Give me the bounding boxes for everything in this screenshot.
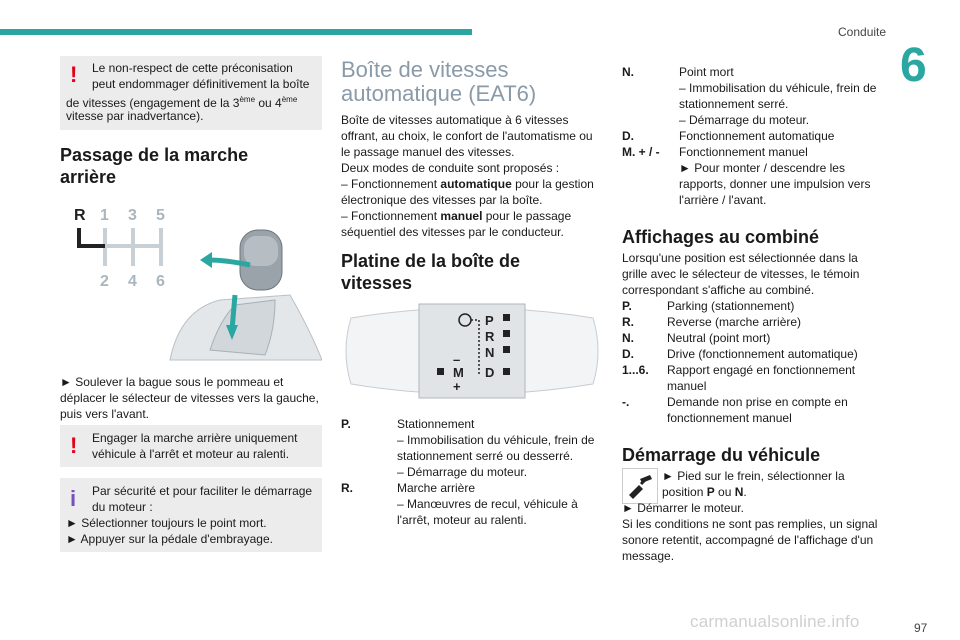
gear-label-5: 5 <box>156 207 165 224</box>
chapter-number: 6 <box>900 39 927 92</box>
eat6-title: Boîte de vitesses automatique (EAT6) <box>341 57 537 106</box>
reverse-title: Passage de la marche arrière <box>60 145 249 187</box>
definition-row: N. Neutral (point mort) <box>622 331 771 345</box>
warning-text-line: peut endommager définitivement la boîte <box>92 77 310 91</box>
selector-label-n: N <box>485 345 495 360</box>
selector-label-r: R <box>485 329 495 344</box>
display-title: Affichages au combiné <box>622 227 820 247</box>
eat6-intro: Boîte de vitesses automatique à 6 vitesses offrant, au choix, le confort de l'automatisme ou le passage manuel des vitesses. Deux modes de conduite sont proposés : – Fonctionnement automatique pour la gestion électronique des vitesses par la boîte. – Fonctionnement manuel pour le passage séquentiel des vitesses par le conducteur. <box>341 113 594 239</box>
info-text-line: ► Appuyer sur la pédale d'embrayage. <box>66 532 273 546</box>
platine-title: Platine de la boîte de vitesses <box>341 251 521 293</box>
gear-label-2: 2 <box>100 273 109 290</box>
gear-label-1: 1 <box>100 207 109 224</box>
section-title: Conduite <box>838 25 887 39</box>
definition-row: P. Parking (stationnement) <box>622 299 795 313</box>
warning-text-line: Le non-respect de cette préconisation <box>92 61 293 75</box>
definition-row: R. Marche arrière – Manœuvres de recul, véhicule à l'arrêt, moteur au ralenti. <box>341 481 578 527</box>
gear-label-4: 4 <box>128 273 137 290</box>
display-definitions <box>622 298 884 426</box>
definition-row: N. Point mort – Immobilisation du véhicule, frein de stationnement serré. – Démarrage du moteur. <box>622 65 877 127</box>
info-box-safety <box>60 478 322 552</box>
warning-text-line: Engager la marche arrière uniquement <box>92 431 298 445</box>
start-instruction-1: ► Pied sur le frein, sélectionner la position P ou N. <box>662 469 845 499</box>
info-text-line: Par sécurité et pour faciliter le démarrage <box>92 484 313 498</box>
definition-row: D. Drive (fonctionnement automatique) <box>622 347 858 361</box>
warning-text-line: vitesse par inadvertance). <box>66 109 204 123</box>
reverse-instruction: ► Soulever la bague sous le pommeau et déplacer le sélecteur de vitesses vers la gauche, puis vers l'avant. <box>60 375 319 421</box>
warning-icon: ! <box>70 433 78 458</box>
warning-text-line: véhicule à l'arrêt et moteur au ralenti. <box>92 447 290 461</box>
start-instruction-rest: ► Démarrer le moteur. Si les conditions ne sont pas remplies, un signal sonore retentit, accompagné de l'affichage d'un message. <box>622 501 878 563</box>
definition-row: M. + / - Fonctionnement manuel ► Pour monter / descendre les rapports, donner une impulsion vers l'arrière / l'avant. <box>622 145 871 207</box>
selector-label-m: M <box>453 365 464 380</box>
gear-label-6: 6 <box>156 273 165 290</box>
info-icon: i <box>70 486 77 511</box>
selector-definitions-continued <box>622 64 884 208</box>
selector-label-minus: – <box>453 352 461 367</box>
definition-row: D. Fonctionnement automatique <box>622 129 835 143</box>
info-text-line: ► Sélectionner toujours le point mort. <box>66 516 267 530</box>
manual-gear-diagram <box>60 200 322 370</box>
gear-label-r: R <box>74 207 86 224</box>
header-accent-bar <box>0 29 472 35</box>
selector-label-p: P <box>485 313 494 328</box>
brake-pedal-icon <box>622 468 658 504</box>
display-intro: Lorsqu'une position est sélectionnée dans la grille avec le sélecteur de vitesses, le témoin correspondant s'affiche au combiné. <box>622 251 860 297</box>
definition-row: -. Demande non prise en compte en fonctionnement manuel <box>622 395 848 425</box>
gear-label-3: 3 <box>128 207 137 224</box>
warning-box-reverse <box>60 425 322 467</box>
watermark: carmanualsonline.info <box>690 612 860 631</box>
warning-box-gearbox <box>60 56 322 130</box>
warning-icon: ! <box>70 62 78 87</box>
page-number: 97 <box>914 621 928 635</box>
warning-text-line: de vitesses (engagement de la 3ème ou 4ème <box>66 95 298 110</box>
definition-row: P. Stationnement – Immobilisation du véhicule, frein de stationnement serré ou desserré. – Démarrage du moteur. <box>341 417 595 479</box>
definition-row: 1...6. Rapport engagé en fonctionnement manuel <box>622 363 856 393</box>
definition-row: R. Reverse (marche arrière) <box>622 315 802 329</box>
selector-label-d: D <box>485 365 495 380</box>
selector-label-plus: + <box>453 379 461 394</box>
info-text-line: du moteur : <box>92 500 153 514</box>
automatic-selector-panel <box>341 298 603 404</box>
selector-definitions <box>341 416 603 528</box>
start-title: Démarrage du véhicule <box>622 445 821 465</box>
